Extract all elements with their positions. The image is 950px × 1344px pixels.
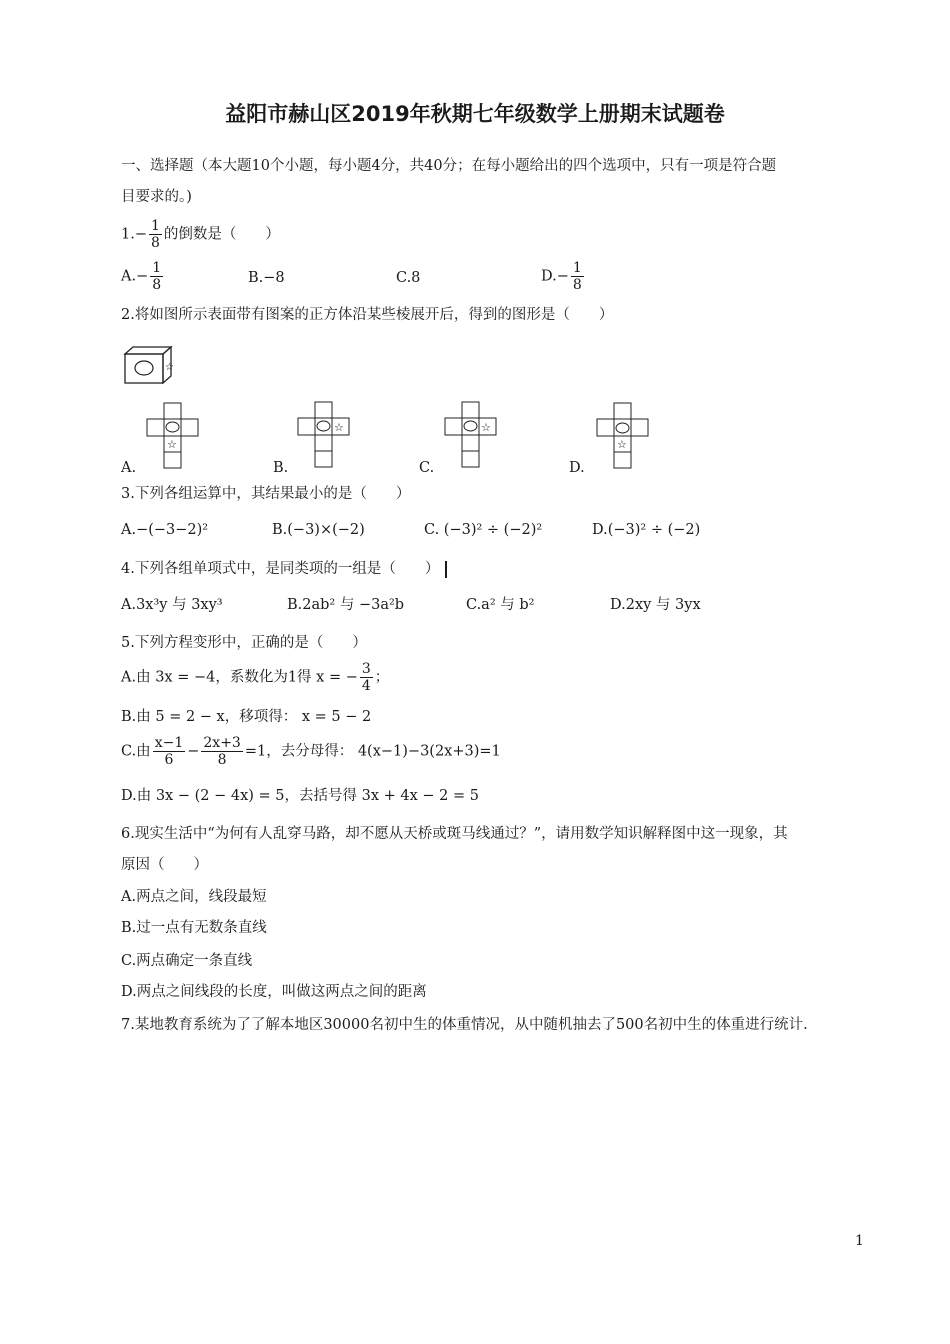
q3-option-c: C. (−3)² ÷ (−2)²	[424, 522, 543, 538]
q5-c-pre: C.由	[121, 743, 151, 760]
q1-d-label: D.	[541, 268, 557, 285]
net-option-b	[297, 400, 357, 470]
svg-text:☆: ☆	[167, 438, 177, 451]
q1-option-c: C.8	[396, 270, 421, 286]
q1-frac-den: 8	[151, 235, 160, 251]
q1-stem	[121, 218, 280, 251]
q4-option-a: A.3x³y 与 3xy³	[121, 597, 223, 613]
q5-a-num: 3	[361, 661, 371, 677]
q5-c-minus: −	[187, 743, 200, 760]
q1-neg: −	[134, 226, 147, 243]
q3-option-b: B.(−3)×(−2)	[272, 522, 365, 538]
q6-option-c: C.两点确定一条直线	[121, 953, 253, 969]
q5-c-den2: 8	[217, 752, 227, 768]
q1-a-num: 1	[152, 260, 162, 276]
net-option-a	[146, 401, 202, 471]
q1-suffix: 的倒数是（ ）	[163, 226, 280, 243]
q5-a-fraction	[360, 661, 373, 694]
q5-a-den: 4	[361, 678, 371, 694]
q1-a-neg: −	[136, 268, 149, 285]
q1-fraction	[149, 218, 162, 251]
cube-figure	[121, 344, 177, 386]
q1-d-num: 1	[572, 260, 582, 276]
svg-text:☆: ☆	[481, 421, 491, 434]
q5-c-den1: 6	[164, 752, 174, 768]
q4-option-c: C.a² 与 b²	[466, 597, 535, 613]
page-title: 益阳市赫山区2019年秋期七年级数学上册期末试题卷	[225, 102, 725, 126]
q1-d-fraction	[571, 260, 584, 293]
q5-option-a	[121, 661, 389, 694]
q3-stem: 3.下列各组运算中，其结果最小的是（ ）	[121, 486, 411, 502]
q4-option-b: B.2ab² 与 −3a²b	[287, 597, 405, 613]
q1-d-neg: −	[556, 268, 569, 285]
q5-c-post: =1，去分母得： 4(x−1)−3(2x+3)=1	[244, 743, 501, 760]
q2-option-a-label: A.	[121, 460, 137, 476]
q2-option-b-label: B.	[273, 460, 289, 476]
q1-d-den: 8	[572, 277, 582, 293]
text-cursor	[445, 561, 447, 578]
q5-a-text: A.由 3x = −4，系数化为1得 x = −	[121, 669, 358, 686]
q6-option-a: A.两点之间，线段最短	[121, 889, 267, 905]
q5-c-num1: x−1	[154, 735, 184, 751]
q5-c-num2: 2x+3	[203, 735, 241, 751]
q6-line1: 6.现实生活中“为何有人乱穿马路，却不愿从天桥或斑马线通过？”，请用数学知识解释图中这一现象，其	[121, 826, 788, 842]
section-heading-line1: 一、选择题（本大题10个小题，每小题4分，共40分；在每小题给出的四个选项中，只有一项是符合题	[121, 158, 777, 174]
svg-text:☆: ☆	[165, 362, 174, 373]
q1-a-fraction	[150, 260, 163, 293]
q1-option-d	[541, 260, 586, 293]
q5-option-c	[121, 735, 501, 768]
q2-option-c-label: C.	[419, 460, 435, 476]
q3-option-d: D.(−3)² ÷ (−2)	[592, 522, 701, 538]
svg-text:☆: ☆	[617, 438, 627, 451]
page-number: 1	[855, 1233, 864, 1249]
net-option-d	[596, 401, 656, 471]
q3-option-a: A.−(−3−2)²	[121, 522, 209, 538]
q4-option-d: D.2xy 与 3yx	[610, 597, 701, 613]
q5-c-fraction1	[153, 735, 186, 768]
q1-number: 1.	[121, 226, 135, 243]
q5-a-post: ；	[374, 669, 390, 686]
q6-option-b: B.过一点有无数条直线	[121, 920, 267, 936]
net-option-c	[444, 400, 504, 470]
q5-stem: 5.下列方程变形中，正确的是（ ）	[121, 635, 367, 651]
q6-line2: 原因（ ）	[121, 857, 208, 873]
q5-option-b: B.由 5 = 2 − x，移项得： x = 5 − 2	[121, 709, 372, 725]
q4-stem	[121, 559, 447, 579]
q7-stem: 7.某地教育系统为了了解本地区30000名初中生的体重情况，从中随机抽去了500名初中生的体重进行统计.	[121, 1017, 808, 1033]
q5-option-d: D.由 3x − (2 − 4x) = 5，去括号得 3x + 4x − 2 = 5	[121, 788, 479, 804]
section-heading-line2: 目要求的。)	[121, 189, 192, 205]
q1-frac-num: 1	[151, 218, 160, 234]
q1-option-b: B.−8	[248, 270, 285, 286]
svg-text:☆: ☆	[334, 421, 344, 434]
q2-option-d-label: D.	[569, 460, 585, 476]
q2-stem: 2.将如图所示表面带有图案的正方体沿某些棱展开后，得到的图形是（ ）	[121, 307, 614, 323]
q1-option-a	[121, 260, 165, 293]
q1-a-label: A.	[121, 268, 137, 285]
q6-option-d: D.两点之间线段的长度，叫做这两点之间的距离	[121, 984, 427, 1000]
q1-a-den: 8	[152, 277, 162, 293]
q5-c-fraction2	[201, 735, 242, 768]
q4-stem-text: 4.下列各组单项式中，是同类项的一组是（ ）	[121, 561, 440, 577]
